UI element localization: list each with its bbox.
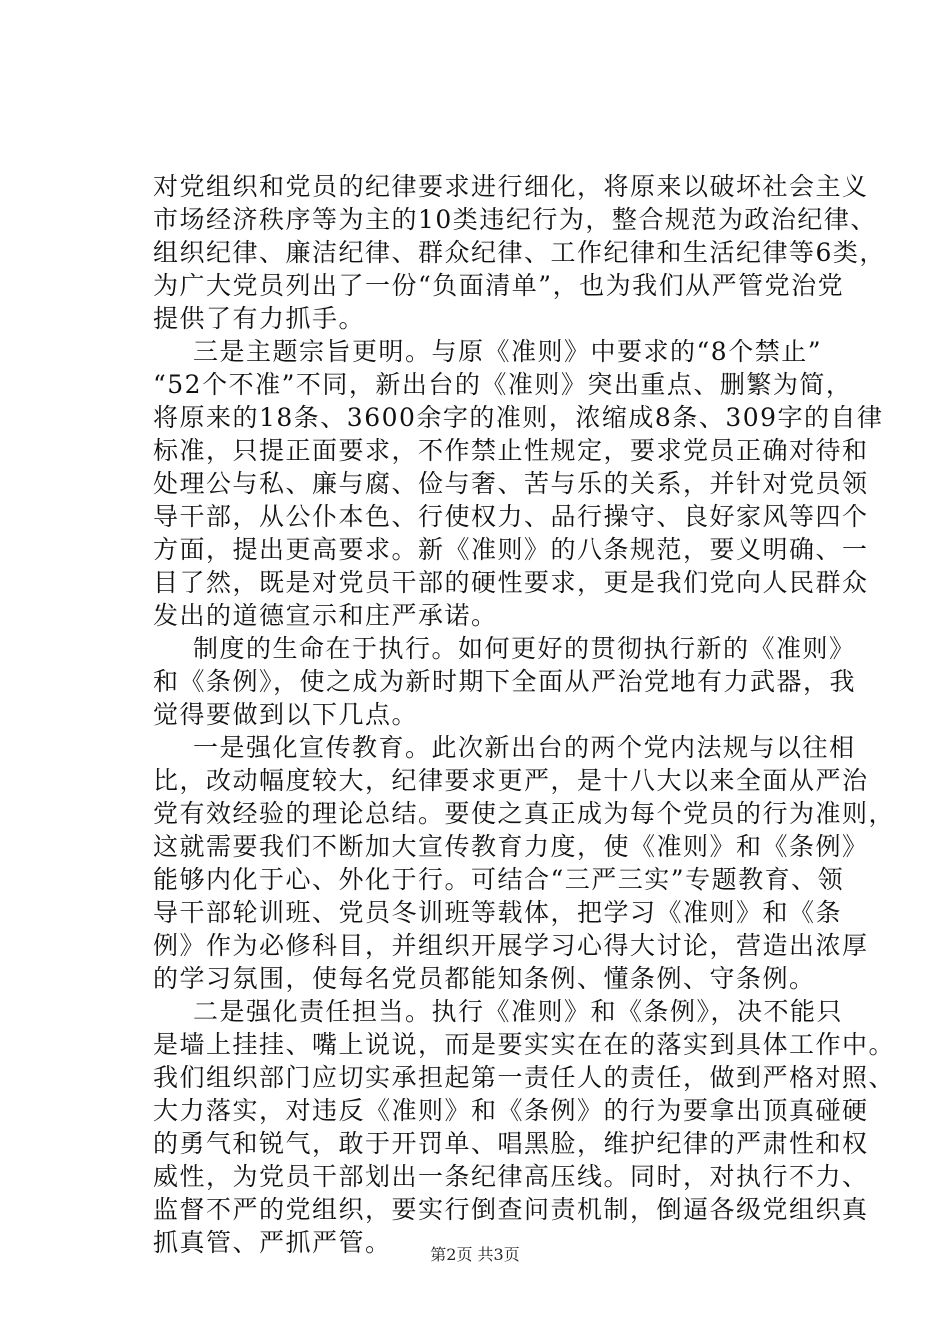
text-line: 三是主题宗旨更明。与原《准则》中要求的“8个禁止” xyxy=(193,337,822,366)
text-line: 大力落实，对违反《准则》和《条例》的行为要拿出顶真碰硬 xyxy=(153,1096,869,1125)
text-line: 市场经济秩序等为主的10类违纪行为，整合规范为政治纪律、 xyxy=(153,205,877,234)
text-line: 觉得要做到以下几点。 xyxy=(153,700,419,729)
text-line: 和《条例》，使之成为新时期下全面从严治党地有力武器，我 xyxy=(153,667,857,696)
paragraph-3 xyxy=(153,632,857,731)
document-body xyxy=(153,170,896,1259)
text-line: 处理公与私、廉与腐、俭与奢、苦与乐的关系，并针对党员领 xyxy=(153,469,869,498)
text-line: 的勇气和锐气，敢于开罚单、唱黑脸，维护纪律的严肃性和权 xyxy=(153,1129,869,1158)
text-line: “52个不准”不同，新出台的《准则》突出重点、删繁为简， xyxy=(153,370,853,399)
text-line: 我们组织部门应切实承担起第一责任人的责任，做到严格对照、 xyxy=(153,1063,896,1092)
text-line: 组织纪律、廉洁纪律、群众纪律、工作纪律和生活纪律等6类， xyxy=(153,238,886,267)
text-line: 提供了有力抓手。 xyxy=(153,304,366,333)
text-line: 党有效经验的理论总结。要使之真正成为每个党员的行为准则， xyxy=(153,799,896,828)
text-line: 导干部轮训班、党员冬训班等载体，把学习《准则》和《条 xyxy=(153,898,843,927)
text-line: 威性，为党员干部划出一条纪律高压线。同时，对执行不力、 xyxy=(153,1162,869,1191)
text-line: 是墙上挂挂、嘴上说说，而是要实实在在的落实到具体工作中。 xyxy=(153,1030,896,1059)
text-line: 为广大党员列出了一份“负面清单”，也为我们从严管党治党 xyxy=(153,271,845,300)
text-line: 目了然，既是对党员干部的硬性要求，更是我们党向人民群众 xyxy=(153,568,869,597)
text-line: 监督不严的党组织，要实行倒查问责机制，倒逼各级党组织真 xyxy=(153,1195,869,1224)
text-line: 制度的生命在于执行。如何更好的贯彻执行新的《准则》 xyxy=(193,634,856,663)
text-line: 的学习氛围，使每名党员都能知条例、懂条例、守条例。 xyxy=(153,964,816,993)
text-line: 方面，提出更高要求。新《准则》的八条规范，要义明确、一 xyxy=(153,535,869,564)
text-line: 比，改动幅度较大，纪律要求更严，是十八大以来全面从严治 xyxy=(153,766,869,795)
paragraph-1 xyxy=(153,170,886,335)
page-number-footer: 第2页 共3页 xyxy=(430,1245,520,1264)
text-line: 发出的道德宣示和庄严承诺。 xyxy=(153,601,498,630)
text-line: 能够内化于心、外化于行。可结合“三严三实”专题教育、领 xyxy=(153,865,845,894)
paragraph-5 xyxy=(153,995,896,1259)
paragraph-4 xyxy=(153,731,896,995)
text-line: 导干部，从公仆本色、行使权力、品行操守、良好家风等四个 xyxy=(153,502,869,531)
text-line: 例》作为必修科目，并组织开展学习心得大讨论，营造出浓厚 xyxy=(153,931,869,960)
text-line: 一是强化宣传教育。此次新出台的两个党内法规与以往相 xyxy=(193,733,856,762)
text-line: 抓真管、严抓严管。 xyxy=(153,1228,392,1257)
text-line: 二是强化责任担当。执行《准则》和《条例》，决不能只 xyxy=(193,997,844,1026)
text-line: 这就需要我们不断加大宣传教育力度，使《准则》和《条例》 xyxy=(153,832,869,861)
text-line: 对党组织和党员的纪律要求进行细化，将原来以破坏社会主义 xyxy=(153,172,869,201)
text-line: 将原来的18条、3600余字的准则，浓缩成8条、309字的自律 xyxy=(153,403,884,432)
text-line: 标准，只提正面要求，不作禁止性规定，要求党员正确对待和 xyxy=(153,436,869,465)
paragraph-2 xyxy=(153,335,884,632)
